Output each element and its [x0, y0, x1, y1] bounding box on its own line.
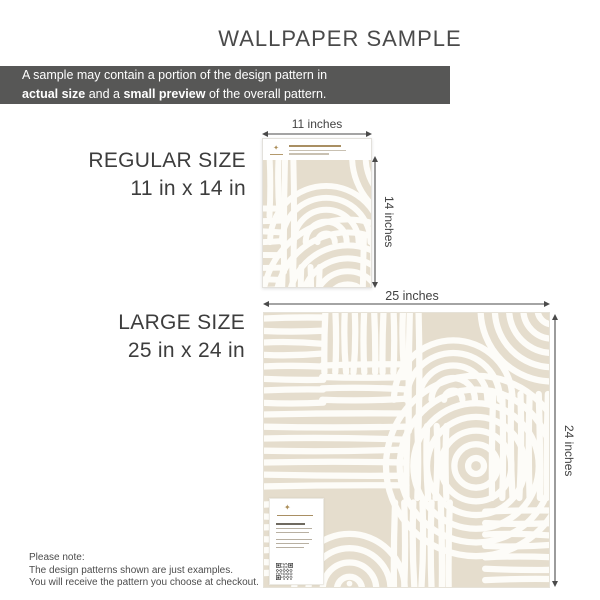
large-sample-card: [263, 312, 550, 588]
note-heading: Please note:: [29, 552, 85, 563]
qr-code-icon: [276, 563, 293, 580]
note-line-2: You will receive the pattern you choose at checkout.: [29, 577, 259, 588]
brand-logo-icon: ✦: [268, 145, 284, 155]
large-height-arrow: [550, 314, 560, 587]
pattern-name-line: [276, 523, 305, 525]
regular-height-label: 14 inches: [382, 196, 396, 248]
note-section: [29, 552, 259, 590]
regular-size-dimensions: 11 in x 14 in: [130, 177, 246, 200]
large-size-dimensions: 25 in x 24 in: [127, 339, 245, 362]
regular-size-title: REGULAR SIZE: [88, 149, 246, 172]
brand-logo-icon: ✦: [284, 503, 291, 512]
label-text-line: [276, 528, 312, 529]
regular-sample-header: [263, 139, 371, 160]
label-text-line: [276, 547, 304, 548]
regular-sample-card: [262, 138, 372, 288]
label-text-line: [276, 543, 309, 544]
label-text-line: [276, 539, 312, 540]
large-size-title: LARGE SIZE: [118, 311, 245, 334]
regular-pattern-preview: [263, 160, 371, 287]
sample-header-text-lines: [289, 145, 366, 154]
large-size-section: [118, 309, 245, 365]
large-width-arrow: [263, 299, 550, 309]
large-width-label: 25 inches: [385, 289, 439, 303]
regular-width-label: 11 inches: [291, 117, 343, 131]
page-title: WALLPAPER SAMPLE: [218, 26, 462, 51]
label-text-line: [276, 532, 309, 533]
banner-line-1: A sample may contain a portion of the design pattern in: [22, 68, 328, 82]
note-line-1: The design patterns shown are just examples.: [29, 564, 233, 576]
sample-label-card: [269, 498, 324, 585]
brand-name-line: [277, 515, 313, 517]
info-banner: [0, 66, 450, 104]
banner-line-2: actual size and a small preview of the overall pattern.: [22, 87, 327, 101]
regular-size-section: [88, 147, 246, 203]
large-height-label: 24 inches: [562, 424, 576, 477]
